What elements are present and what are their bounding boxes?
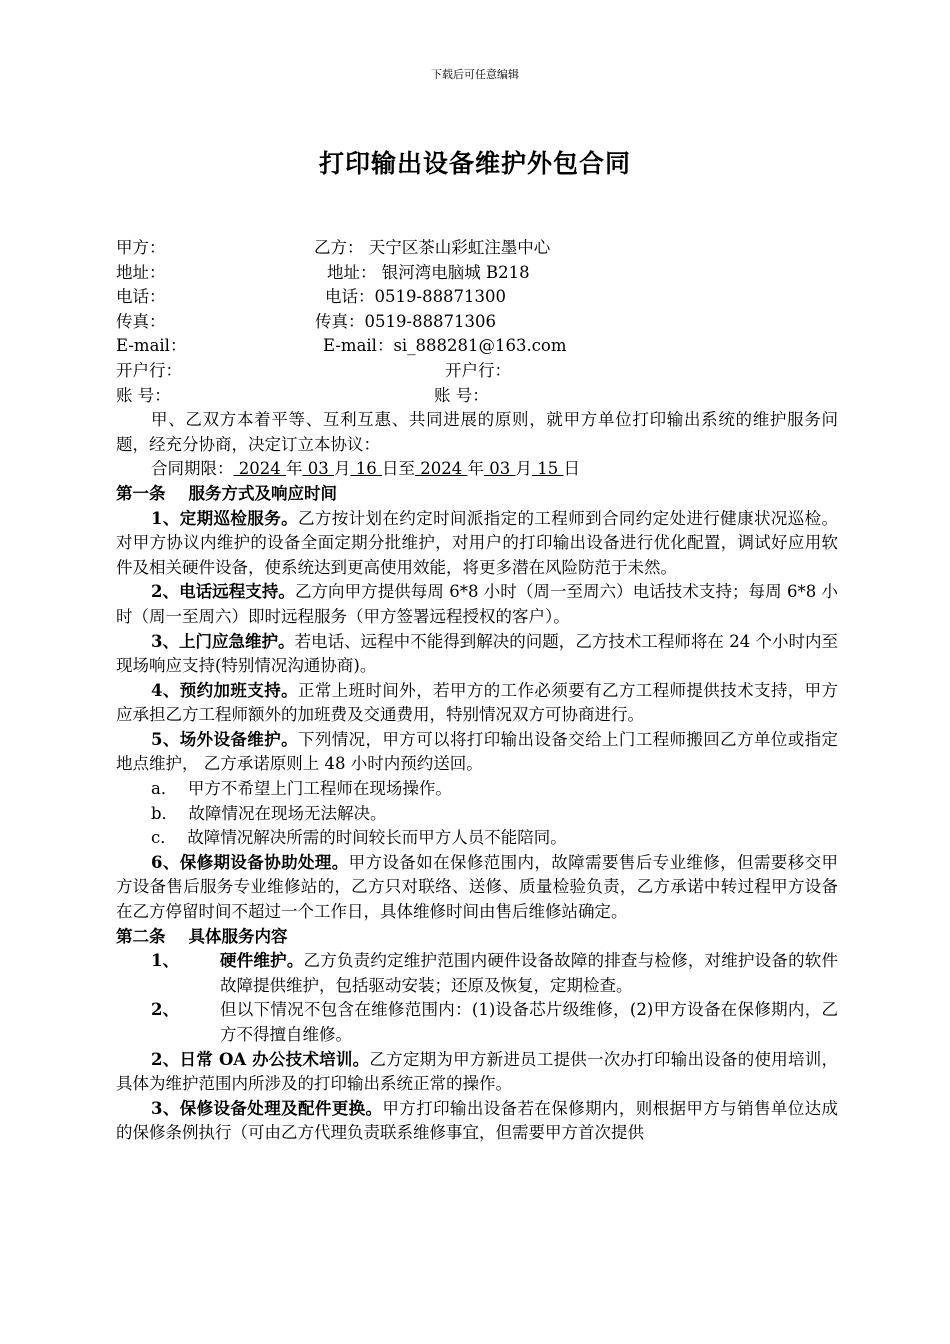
list-item-b: b． 故障情况在现场无法解决。 — [151, 803, 387, 823]
party-b-account: 账 号： — [434, 385, 489, 405]
article-1-section-2: 2、电话远程支持。乙方向甲方提供每周 6*8 小时（周一至周六）电话技术支持；每周 6*8 小时（周一至周六）即时远程服务（甲方签署远程授权的客户）。 — [116, 582, 838, 626]
header-note: 下载后可任意编辑 — [431, 68, 519, 81]
party-b-email: E-mail：si_888281@163.com — [323, 336, 567, 356]
contract-body — [116, 236, 838, 1146]
party-a-label: 甲方： — [116, 238, 166, 257]
article-1-section-4: 4、预约加班支持。正常上班时间外，若甲方的工作必须要有乙方工程师提供技术支持，甲方应承担乙方工程师额外的加班费及交通费用，特别情况双方可协商进行。 — [116, 680, 839, 725]
party-b-address: 地址： 银河湾电脑城 B218 — [327, 262, 530, 282]
party-b-fax: 传真：0519-88871306 — [315, 311, 497, 331]
party-a-fax: 传真： — [116, 311, 166, 331]
term-start-year: 2024 — [233, 459, 286, 479]
term-start-month: 03 — [302, 459, 334, 479]
party-b-name: 乙方： 天宁区茶山彩虹注墨中心 — [314, 238, 551, 257]
term-end-month: 03 — [483, 459, 516, 479]
article-1-section-1: 1、定期巡检服务。乙方按计划在约定时间派指定的工程师到合同约定处进行健康状况巡检。对甲方协议内维护的设备全面定期分批维护，对用户的打印输出设备进行优化配置，调试好应用软件及相关硬件设备，使系统达到更高使用效能，将更多潜在风险防范于未然。 — [116, 508, 839, 577]
party-row-email — [116, 334, 838, 359]
item-2-text: 但以下情况不包含在维修范围内：(1)设备芯片级维修，(2)甲方设备在保修期内，乙方不得擅自维修。 — [220, 1000, 838, 1044]
party-a-account: 账 号： — [116, 385, 171, 405]
party-row-address — [116, 261, 838, 286]
party-row-name — [116, 236, 838, 261]
article-1-section-6: 6、保修期设备协助处理。甲方设备如在保修范围内，故障需要售后专业维修，但需要移交甲方设备售后服务专业维修站的，乙方只对联络、送修、质量检验负责，乙方承诺中转过程甲方设备在乙方停留时间不超过一个工作日，具体维修时间由售后维修站确定。 — [116, 852, 839, 922]
article-2-section-2: 2、日常 OA 办公技术培训。乙方定期为甲方新进员工提供一次办打印输出设备的使用培训，具体为维护范围内所涉及的打印输出系统正常的操作。 — [116, 1049, 838, 1094]
party-row-phone — [116, 285, 838, 310]
term-end-year: 2024 — [414, 459, 468, 479]
party-b-bank: 开户行： — [445, 360, 511, 380]
article-2-item-2 — [116, 998, 838, 1047]
contract-term: 合同期限： 2024 年 03 月 16 日至 2024 年 03 月 15 日 — [151, 459, 580, 479]
article-1-section-5: 5、场外设备维护。下列情况，甲方可以将打印输出设备交给上门工程师搬回乙方单位或指定地点维护， 乙方承诺原则上 48 小时内预约送回。 — [116, 729, 839, 774]
article-2-heading: 第二条 具体服务内容 — [116, 926, 288, 946]
party-row-bank — [116, 359, 838, 384]
list-item-a: a． 甲方不希望上门工程师在现场操作。 — [151, 779, 452, 799]
term-start-day: 16 — [350, 459, 382, 479]
party-b-phone: 电话：0519-88871300 — [325, 287, 507, 307]
document-title: 打印输出设备维护外包合同 — [318, 149, 631, 178]
item-1-number: 1、 — [151, 951, 179, 971]
list-item-c: c． 故障情况解决所需的时间较长而甲方人员不能陪同。 — [151, 828, 567, 848]
party-row-fax — [116, 310, 838, 335]
article-1-heading: 第一条 服务方式及响应时间 — [116, 483, 337, 503]
term-end-day: 15 — [531, 459, 564, 479]
party-row-account — [116, 384, 838, 409]
item-2-number: 2、 — [151, 1000, 179, 1020]
party-a-phone: 电话： — [116, 287, 166, 307]
item-1-text: 硬件维护。乙方负责约定维护范围内硬件设备故障的排查与检修，对维护设备的软件故障提供维护，包括驱动安装；还原及恢复，定期检查。 — [220, 951, 839, 995]
party-a-bank: 开户行： — [116, 360, 182, 380]
intro-paragraph: 甲、乙双方本着平等、互利互惠、共同进展的原则，就甲方单位打印输出系统的维护服务问题，经充分协商，决定订立本协议： — [116, 410, 838, 454]
article-2-item-1 — [116, 949, 838, 998]
party-a-email: E-mail： — [116, 336, 187, 356]
article-1-section-3: 3、上门应急维护。若电话、远程中不能得到解决的问题，乙方技术工程师将在 24 个小时内至现场响应支持(特别情况沟通协商)。 — [116, 631, 838, 676]
party-a-address: 地址： — [116, 262, 166, 282]
article-2-section-3: 3、保修设备处理及配件更换。甲方打印输出设备若在保修期内，则根据甲方与销售单位达成的保修条例执行（可由乙方代理负责联系维修事宜，但需要甲方首次提供 — [116, 1098, 839, 1143]
